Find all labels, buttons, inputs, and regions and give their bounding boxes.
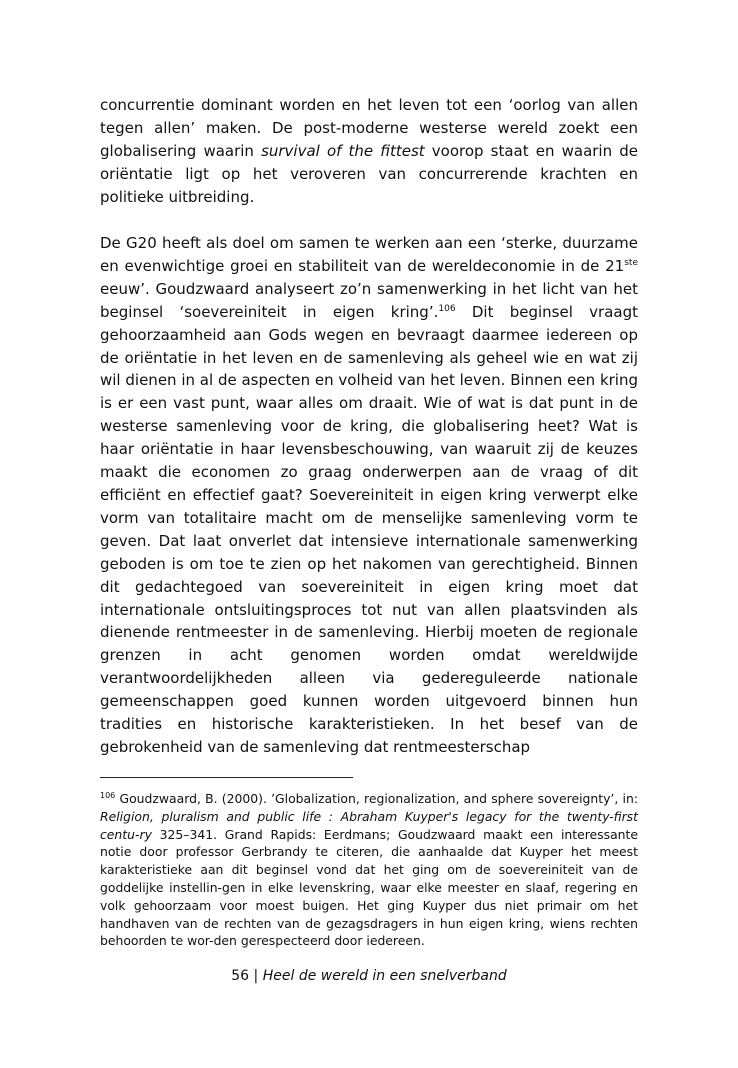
footnote-separator <box>100 777 353 778</box>
footnote-text: Goudzwaard, B. (2000). ’Globalization, regionalization, and sphere sovereignty’, in: <box>115 791 638 806</box>
paragraph-2-text-end: Dit beginsel vraagt gehoorzaamheid aan Gods wegen en bevraagt daarmee iedereen op de oriëntatie in het leven en de samenleving als geheel wie en wat zij wil dienen in al de aspecten en volheid van het leven. Binnen een kring is er een vast punt, waar alles om draait. Wie of wat is dat punt in de westerse samenleving voor de kring, die globalisering heet? Wat is haar oriëntatie in haar levensbeschouwing, van waaruit zij de keuzes maakt die economen zo graag onderwerpen aan de vraag of dit efficiënt en effectief gaat? Soevereiniteit in eigen kring verwerpt elke vorm van totalitaire macht om de menselijke samenleving vorm te geven. Dat laat onverlet dat intensieve internationale samenwerking geboden is om toe te zien op het nakomen van gerechtigheid. Binnen dit gedachtegoed van soevereiniteit in eigen kring moet dat internationale ontsluitingsproces tot nut van allen plaatsvinden als dienende rentmeester in de samenleving. Hierbij moeten de regionale grenzen in acht genomen worden omdat wereldwijde verantwoordelijkheden alleen via gedereguleerde nationale gemeenschappen goed kunnen worden uitgevoerd binnen hun tradities en historische karakteristieken. In het besef van de gebrokenheid van de samenleving dat rentmeesterschap <box>100 302 638 756</box>
paragraph-1-text-end: voorop staat en waarin de oriëntatie ligt op het veroveren van concurrerende krachten en politieke uitbreiding. <box>100 141 638 206</box>
paragraph-1 <box>100 94 638 209</box>
century-suffix: ste <box>624 257 638 268</box>
footnote-reference[interactable]: 106 <box>438 303 456 314</box>
paragraph-2-text: De G20 heeft als doel om samen te werken aan een ‘sterke, duurzame en evenwichtige groei en stabiliteit van de wereldeconomie in de 21 <box>100 234 638 275</box>
footer-separator: | <box>249 968 263 984</box>
page-number: 56 <box>231 968 250 984</box>
page-footer <box>0 966 738 986</box>
footnote-book-title: Religion, pluralism and public life : Abraham Kuyper's legacy for the twenty-first centu-ry <box>100 808 638 842</box>
paragraph-1-emphasis: survival of the fittest <box>261 141 425 160</box>
footnote-text-end: 325–341. Grand Rapids: Eerdmans; Goudzwaard maakt een interessante notie door professor Gerbrandy te citeren, die aanhaalde dat Kuyper het meest karakteristieke aan dit beginsel vond dat het ging om de soevereiniteit van de goddelijke instellin-gen in elke levenskring, waar elke meester en slaaf, regering en volk gehoorzaam voor moest buigen. Het ging Kuyper dus niet primair om het handhaven van de rechten van de gezagsdragers in hun eigen kring, wiens rechten behoorden te wor-den gerespecteerd door iedereen. <box>100 826 638 949</box>
paragraph-1-text: concurrentie dominant worden en het leven tot een ‘oorlog van allen tegen allen’ maken. De post-moderne westerse wereld zoekt een globalisering waarin <box>100 96 638 160</box>
footnote-number: 106 <box>100 791 116 800</box>
paragraph-2 <box>100 232 638 759</box>
book-title: Heel de wereld in een snelverband <box>262 968 507 984</box>
paragraph-2-text-mid: eeuw’. Goudzwaard analyseert zo’n samenwerking in het licht van het beginsel ‘soevereiniteit in eigen kring’. <box>100 279 638 321</box>
footnote <box>100 790 638 950</box>
